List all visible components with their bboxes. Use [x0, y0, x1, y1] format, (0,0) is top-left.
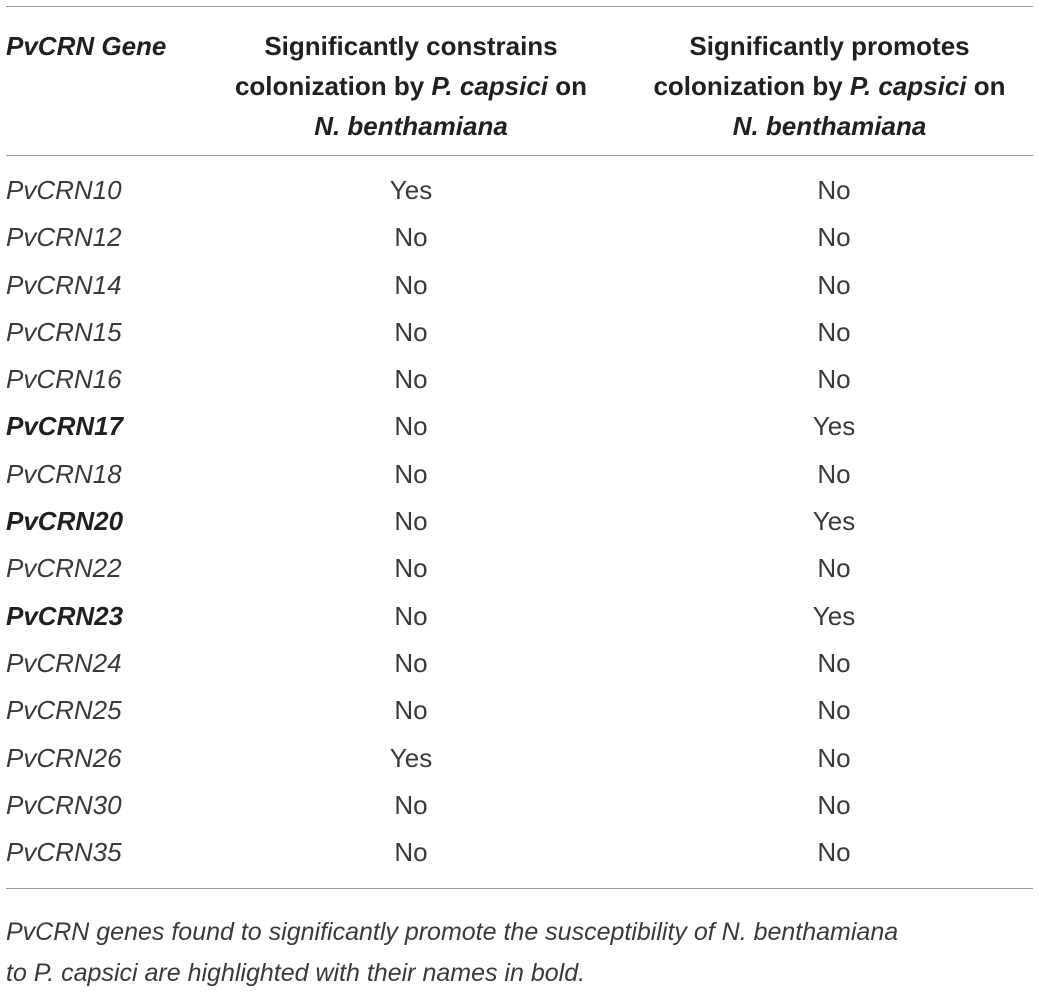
constrains-cell: No — [394, 316, 428, 347]
gene-name-cell: PvCRN20 — [6, 506, 124, 537]
constrains-cell: No — [394, 222, 428, 253]
gene-name-cell: PvCRN16 — [6, 364, 122, 395]
table-row — [6, 687, 1033, 734]
promotes-cell: No — [817, 789, 851, 820]
table-row — [6, 262, 1033, 309]
promotes-cell: No — [817, 837, 851, 868]
constrains-cell: No — [394, 789, 428, 820]
promotes-cell: No — [817, 553, 851, 584]
constrains-cell: No — [394, 458, 428, 489]
constrains-cell: Yes — [389, 742, 433, 773]
constrains-cell: No — [394, 506, 428, 537]
table-row — [6, 735, 1033, 782]
header-constrains-line2-post: on — [548, 71, 588, 101]
constrains-cell: No — [394, 837, 428, 868]
header-constrains-species: P. capsici — [431, 71, 549, 101]
table-row — [6, 782, 1033, 829]
footnote-line1: PvCRN genes found to significantly promote the susceptibility of N. benthamiana — [6, 918, 899, 946]
table-row — [6, 167, 1033, 214]
gene-name-cell: PvCRN14 — [6, 269, 122, 300]
constrains-cell: No — [394, 600, 428, 631]
promotes-cell: No — [817, 364, 851, 395]
gene-name-cell: PvCRN15 — [6, 316, 122, 347]
gene-name-cell: PvCRN35 — [6, 837, 122, 868]
table-header — [6, 6, 1033, 155]
table-row — [6, 356, 1033, 403]
gene-name-cell: PvCRN26 — [6, 742, 122, 773]
header-constrains — [206, 26, 616, 146]
promotes-cell: No — [817, 316, 851, 347]
header-promotes-line1: Significantly promotes — [689, 31, 970, 61]
header-promotes-species: P. capsici — [849, 71, 967, 101]
gene-name-cell: PvCRN24 — [6, 647, 122, 678]
header-promotes-line2 — [626, 66, 1033, 106]
header-bottom-rule — [6, 155, 1033, 156]
gene-name-cell: PvCRN22 — [6, 553, 122, 584]
promotes-cell: No — [817, 742, 851, 773]
table-row — [6, 545, 1033, 592]
promotes-cell: No — [817, 458, 851, 489]
table-row — [6, 309, 1033, 356]
header-promotes-host: N. benthamiana — [732, 111, 927, 141]
header-constrains-host: N. benthamiana — [314, 111, 508, 141]
constrains-cell: No — [394, 411, 428, 442]
constrains-cell: No — [394, 364, 428, 395]
header-constrains-line1: Significantly constrains — [264, 31, 558, 61]
header-promotes-line2-pre: colonization by — [653, 71, 850, 101]
table-row — [6, 214, 1033, 261]
table-row — [6, 829, 1033, 876]
table-row — [6, 640, 1033, 687]
header-gene: PvCRN Gene — [6, 31, 167, 61]
table-footnote — [6, 912, 1036, 994]
promotes-cell: No — [817, 222, 851, 253]
header-promotes-line2-post: on — [966, 71, 1006, 101]
header-constrains-line2-pre: colonization by — [234, 71, 432, 101]
gene-name-cell: PvCRN25 — [6, 695, 122, 726]
constrains-cell: No — [394, 695, 428, 726]
gene-name-cell: PvCRN18 — [6, 458, 122, 489]
constrains-cell: No — [394, 553, 428, 584]
header-constrains-line2 — [206, 66, 616, 106]
promotes-cell: No — [817, 695, 851, 726]
gene-name-cell: PvCRN17 — [6, 411, 124, 442]
table-bottom-rule — [6, 888, 1033, 889]
promotes-cell: Yes — [812, 600, 856, 631]
promotes-cell: No — [817, 175, 851, 205]
constrains-cell: Yes — [389, 175, 433, 205]
gene-name-cell: PvCRN10 — [6, 175, 122, 205]
table-row — [6, 403, 1033, 450]
table-row — [6, 498, 1033, 545]
table-row — [6, 593, 1033, 640]
promotes-cell: No — [817, 269, 851, 300]
header-promotes — [626, 26, 1033, 146]
footnote-line2: to P. capsici are highlighted with their names in bold. — [6, 959, 586, 987]
table-row — [6, 451, 1033, 498]
promotes-cell: Yes — [812, 506, 856, 537]
gene-name-cell: PvCRN30 — [6, 789, 122, 820]
constrains-cell: No — [394, 647, 428, 678]
gene-name-cell: PvCRN23 — [6, 600, 124, 631]
promotes-cell: No — [817, 647, 851, 678]
table-body — [6, 167, 1033, 876]
constrains-cell: No — [394, 269, 428, 300]
promotes-cell: Yes — [812, 411, 856, 442]
gene-name-cell: PvCRN12 — [6, 222, 122, 253]
